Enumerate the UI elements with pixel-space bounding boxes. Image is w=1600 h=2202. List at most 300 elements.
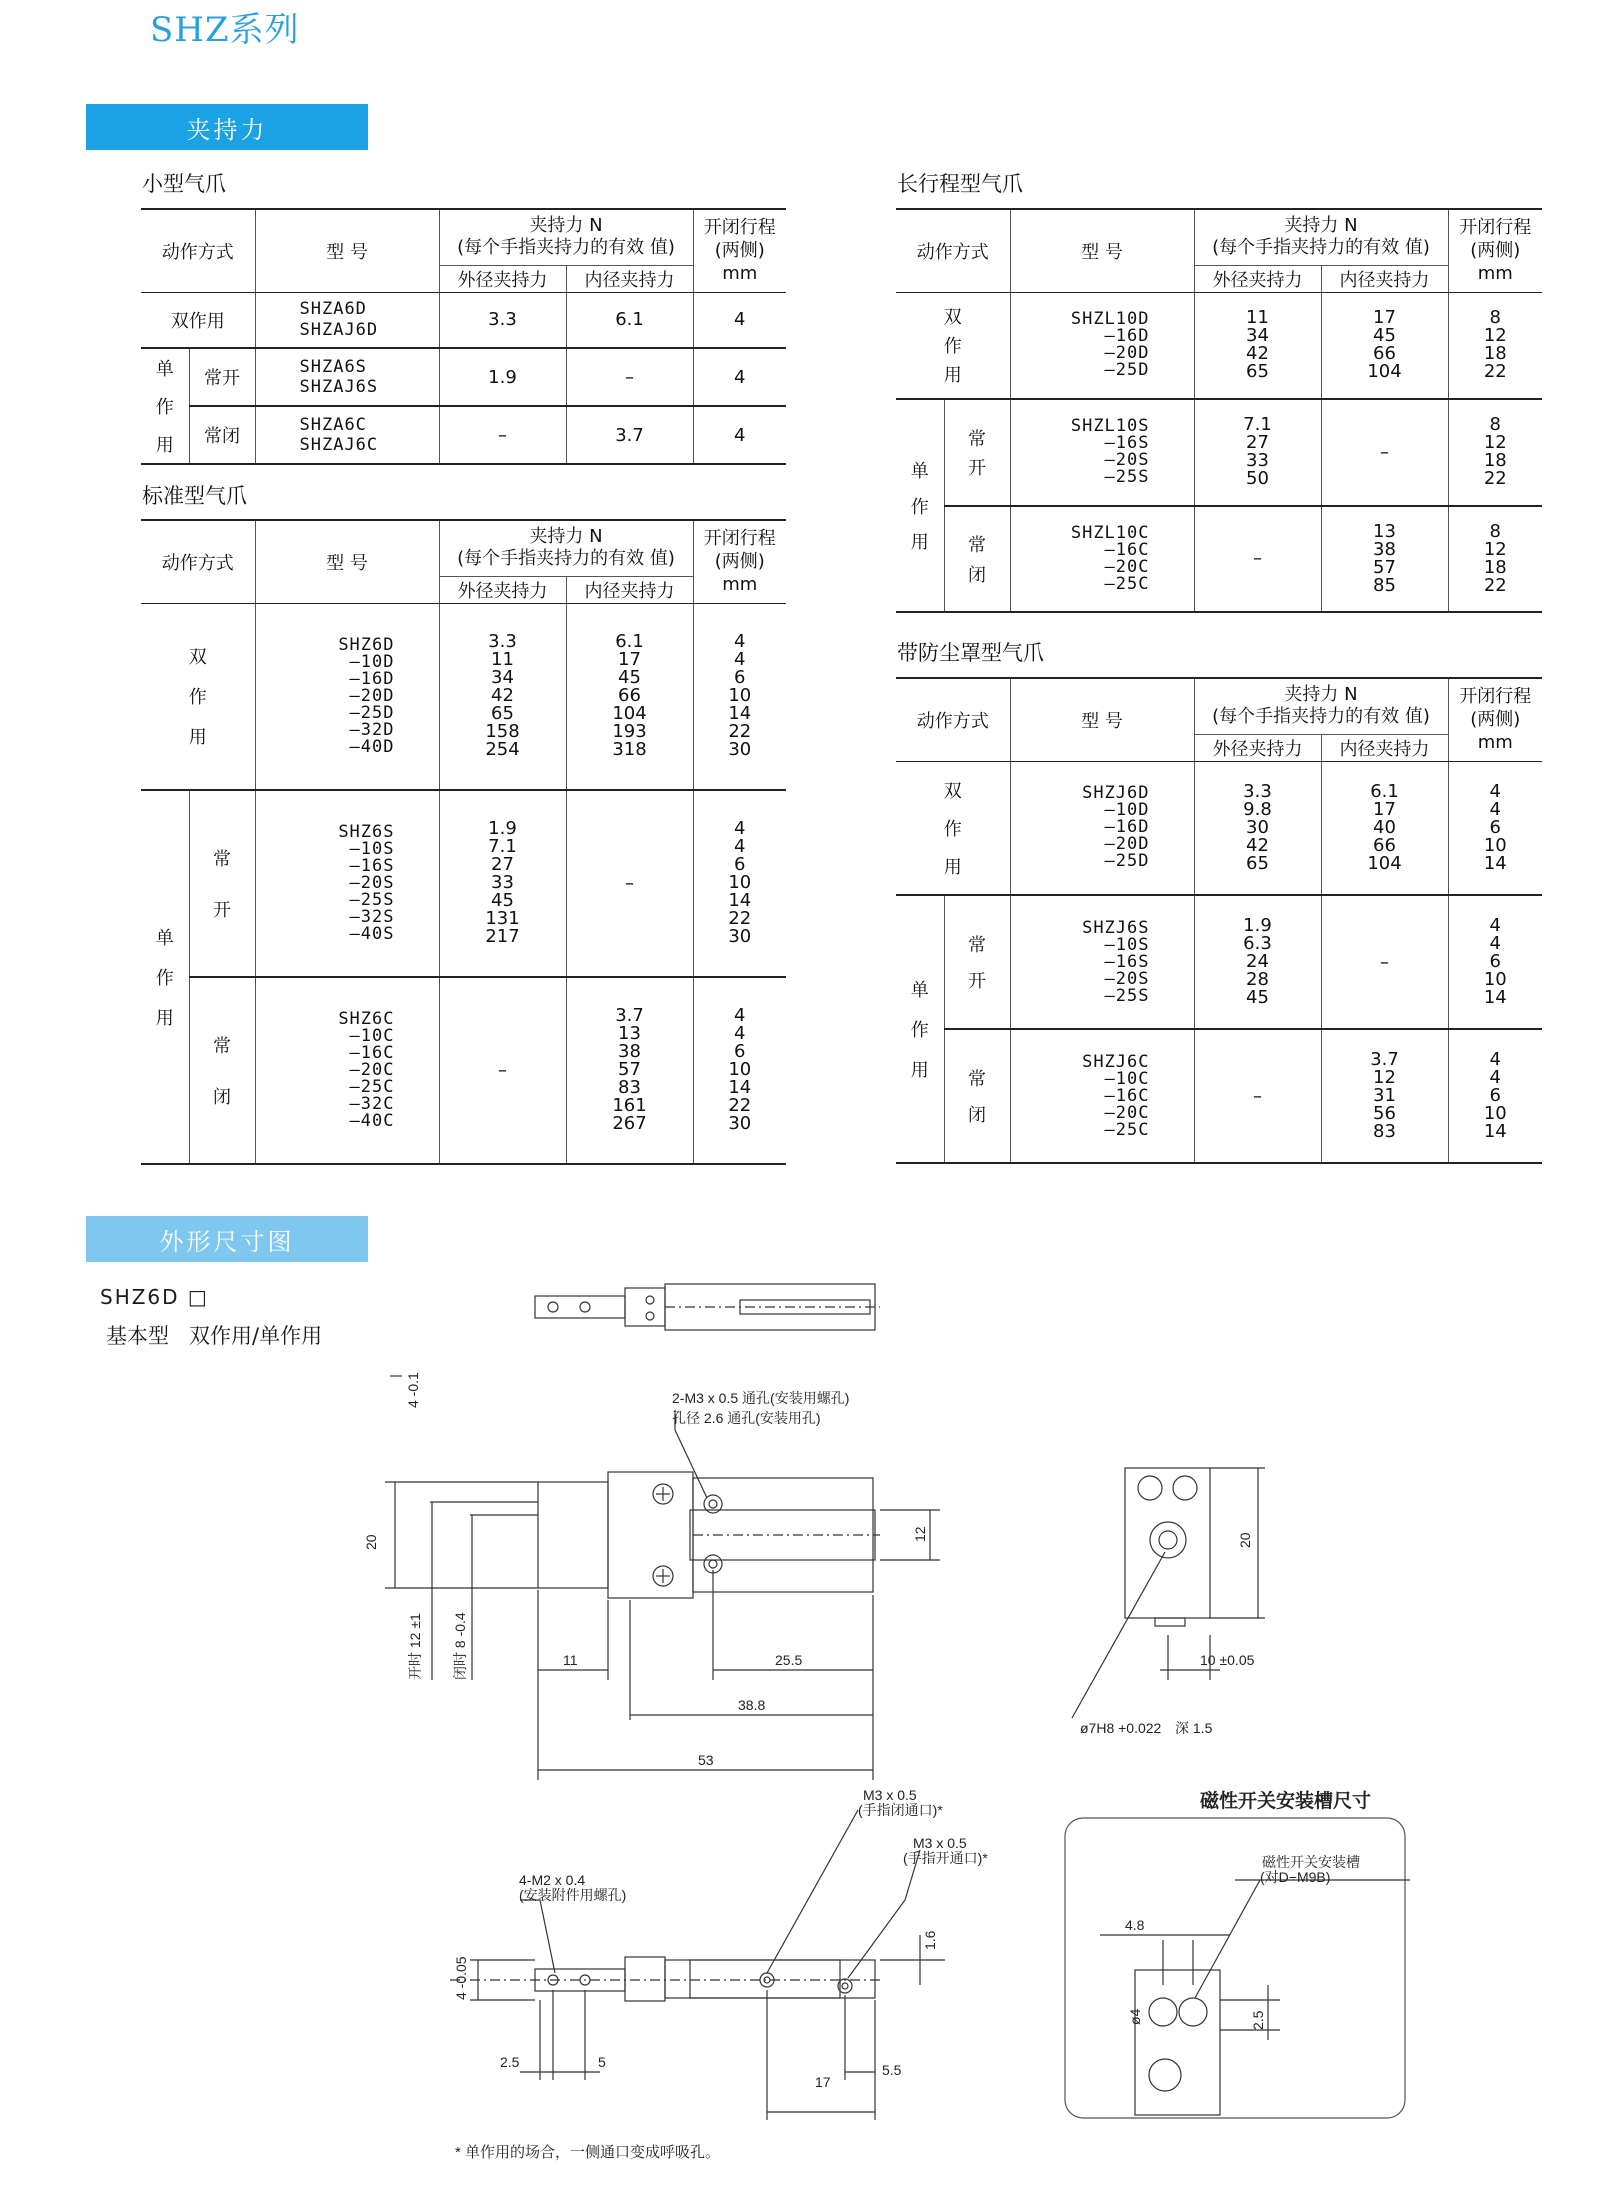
stroke-cell: 4 <box>734 631 746 653</box>
outer-cell: 34 <box>1246 325 1269 347</box>
inner-cell: 17 <box>1373 798 1396 820</box>
outer-cell: 131 <box>485 908 520 930</box>
stroke-cell: 22 <box>1483 361 1507 383</box>
stroke-cell: 8 <box>1489 414 1501 436</box>
models-cell: –25S <box>1104 467 1150 488</box>
action-char: 作 <box>910 1020 929 1041</box>
hdr-force-sub: (每个手指夹持力的有效 值) <box>457 237 675 259</box>
hdr-force-sub: (每个手指夹持力的有效 值) <box>1212 706 1430 728</box>
models-cell: SHZL10S <box>1070 416 1150 437</box>
models-cell: –10S <box>1104 934 1150 955</box>
inner-cell: 3.7 <box>1370 1049 1399 1070</box>
small-outer: 1.9 <box>439 348 566 406</box>
action-char: 作 <box>943 336 962 358</box>
action-char: 双 <box>943 307 962 329</box>
inner-cell: 13 <box>1373 520 1396 542</box>
outer-cell: 42 <box>491 685 514 707</box>
stroke-cell: 12 <box>1483 538 1507 560</box>
dim-17: 17 <box>815 2074 831 2090</box>
action-char: 双 <box>943 780 962 802</box>
outer-cell: 217 <box>485 926 520 948</box>
dim-close-8: 闭时 8 -0.4 <box>452 1612 468 1680</box>
outer-cell: 45 <box>1246 987 1269 1008</box>
inner-cell: 45 <box>1373 325 1396 347</box>
model-cell: –20D <box>1104 834 1150 855</box>
outer-cell: 34 <box>491 667 514 689</box>
model-cell: –40D <box>349 736 395 757</box>
slot-label: 磁性开关安装槽 <box>1262 1854 1360 1870</box>
stroke-cell: 10 <box>728 1059 752 1081</box>
outer-cell: 33 <box>1246 450 1269 472</box>
stroke-cell: 10 <box>1483 834 1507 856</box>
action-char: 用 <box>910 1060 929 1081</box>
models-cell: –10C <box>349 1025 395 1046</box>
series-title: SHZ系列 <box>150 10 300 50</box>
outer-cell: 65 <box>1246 852 1269 874</box>
dim-5-5: 5.5 <box>882 2062 902 2078</box>
hdr-stroke-sides: (两侧) <box>1470 240 1521 262</box>
stroke-cell: 4 <box>734 1023 746 1045</box>
stroke-cell: 14 <box>728 1077 752 1099</box>
dim-depth: 深 1.5 <box>1175 1720 1213 1736</box>
hdr-force-sub: (每个手指夹持力的有效 值) <box>457 548 675 570</box>
slot-label-2: (对D−M9B) <box>1260 1869 1331 1885</box>
small-outer: – <box>439 406 566 464</box>
outer-cell: 27 <box>491 854 514 876</box>
models-cell: –25S <box>349 889 395 910</box>
stroke-cell: 4 <box>1489 798 1501 820</box>
front-view <box>385 1376 940 1780</box>
hdr-model: 型 号 <box>1010 209 1194 292</box>
action-char: 用 <box>155 1007 174 1029</box>
stroke-cell: 6 <box>1489 951 1501 972</box>
standard-table <box>141 519 786 1165</box>
stroke-cell: 4 <box>1489 933 1501 954</box>
inner-cell: 161 <box>612 1095 647 1117</box>
small-table <box>141 208 786 465</box>
dust-table <box>896 677 1542 1164</box>
action-char: 闭 <box>968 1105 986 1127</box>
action-char: 常 <box>968 535 986 557</box>
action-char: 用 <box>943 856 962 878</box>
section-grip-force: 夹持力 <box>86 104 368 150</box>
inner-cell: 38 <box>618 1041 641 1063</box>
stroke-cell: 12 <box>1483 325 1507 347</box>
stroke-cell: 22 <box>1483 468 1507 490</box>
dim-11: 11 <box>563 1652 578 1668</box>
hdr-inner: 内径夹持力 <box>1321 265 1448 292</box>
hdr-stroke: 开闭行程 <box>1459 685 1532 707</box>
inner-cell: 6.1 <box>1370 780 1399 802</box>
action-char: 开 <box>213 900 231 922</box>
stroke-cell: 4 <box>734 1005 746 1027</box>
dim-m2-note: (安装附件用螺孔) <box>519 1887 627 1903</box>
model-cell: –20D <box>349 685 395 706</box>
inner-cell: – <box>1321 895 1448 1029</box>
models-cell: –32S <box>349 906 395 927</box>
stroke-cell: 6 <box>734 854 746 876</box>
small-inner: – <box>566 348 693 406</box>
models-cell: –16S <box>349 855 395 876</box>
models-cell: –10C <box>1104 1068 1150 1089</box>
inner-cell: 66 <box>1373 834 1396 856</box>
outer-cell: 1.9 <box>1243 915 1272 936</box>
inner-cell: 45 <box>618 667 641 689</box>
model-cell: –16D <box>1104 817 1150 838</box>
dim-5: 5 <box>598 2054 606 2070</box>
models-cell: –16S <box>1104 951 1150 972</box>
slot-title: 磁性开关安装槽尺寸 <box>1200 1791 1372 1812</box>
dim-m3-close: M3 x 0.5 <box>863 1787 917 1803</box>
action-char: 常 <box>213 848 231 870</box>
models-cell: –16S <box>1104 433 1150 454</box>
hdr-stroke-unit: mm <box>722 574 758 596</box>
action-char: 单 <box>910 460 929 482</box>
stroke-cell: 6 <box>1489 816 1501 838</box>
action-char: 用 <box>910 532 929 554</box>
stroke-cell: 4 <box>1489 1067 1501 1088</box>
outer-cell: 254 <box>485 739 520 761</box>
dim-2-5: 2.5 <box>500 2054 520 2070</box>
models-cell: SHZJ6S <box>1082 917 1150 938</box>
dim-side-20: 20 <box>1237 1532 1253 1548</box>
stroke-cell: 10 <box>728 872 752 894</box>
hdr-action: 动作方式 <box>141 520 255 603</box>
stroke-cell: 22 <box>1483 574 1507 596</box>
models-cell: –16C <box>1104 1085 1150 1106</box>
inner-cell: 57 <box>1373 556 1396 578</box>
models-cell: –20C <box>349 1059 395 1080</box>
stroke-cell: 18 <box>1483 556 1507 578</box>
bottom-view <box>450 1810 945 2120</box>
models-cell: –25C <box>1104 1119 1150 1140</box>
hdr-inner: 内径夹持力 <box>566 265 693 292</box>
dim-side-10: 10 ±0.05 <box>1200 1652 1255 1668</box>
outer-cell: 6.3 <box>1243 933 1272 954</box>
stroke-cell: 4 <box>1489 1049 1501 1070</box>
models-cell: –20C <box>1104 556 1150 577</box>
small-single-char: 作 <box>155 397 174 418</box>
outer-cell: 11 <box>1246 307 1269 329</box>
small-model: SHZA6C <box>299 414 367 435</box>
dim-m3-close-note: (手指闭通口)* <box>858 1802 943 1818</box>
hdr-stroke-unit: mm <box>1477 263 1513 285</box>
stroke-cell: 8 <box>1489 307 1501 329</box>
inner-cell: 17 <box>618 649 641 671</box>
inner-cell: 56 <box>1373 1103 1396 1124</box>
inner-cell: 318 <box>612 739 647 761</box>
inner-cell: 17 <box>1373 307 1396 329</box>
dim-53: 53 <box>698 1752 714 1768</box>
models-cell: SHZ6S <box>338 821 395 842</box>
model-cell: SHZJ6D <box>1082 783 1150 804</box>
stroke-cell: 14 <box>728 890 752 912</box>
inner-cell: – <box>566 790 693 977</box>
small-title: 小型气爪 <box>142 172 226 196</box>
model-cell: –25D <box>1104 851 1150 872</box>
stroke-cell: 18 <box>1483 450 1507 472</box>
stroke-cell: 4 <box>1489 915 1501 936</box>
hdr-stroke-sides: (两侧) <box>714 551 765 573</box>
outer-cell: 7.1 <box>488 836 517 858</box>
model-cell: –16D <box>1104 326 1150 347</box>
outer-cell: – <box>439 977 566 1164</box>
models-cell: –25C <box>1104 573 1150 594</box>
stroke-cell: 22 <box>728 908 752 930</box>
section-dimensions: 外形尺寸图 <box>86 1216 368 1262</box>
top-view <box>535 1284 880 1330</box>
action-char: 单 <box>910 980 929 1001</box>
stroke-cell: 4 <box>734 818 746 840</box>
stroke-cell: 10 <box>1483 1103 1507 1124</box>
dim-hole2: 孔径 2.6 通孔(安装用孔) <box>672 1410 821 1426</box>
hdr-stroke: 开闭行程 <box>703 216 776 238</box>
dim-25-5: 25.5 <box>775 1652 803 1668</box>
small-model: SHZAJ6C <box>299 435 379 455</box>
inner-cell: 13 <box>618 1023 641 1045</box>
inner-cell: 3.7 <box>615 1005 644 1027</box>
inner-cell: 267 <box>612 1113 647 1135</box>
hdr-stroke-sides: (两侧) <box>714 240 765 262</box>
models-cell: SHZJ6C <box>1082 1051 1150 1072</box>
models-cell: –32C <box>349 1093 395 1114</box>
hdr-action: 动作方式 <box>896 209 1010 292</box>
stroke-cell: 14 <box>1483 1121 1507 1142</box>
stroke-cell: 4 <box>734 836 746 858</box>
standard-title: 标准型气爪 <box>142 484 247 508</box>
model-cell: –25D <box>1104 360 1150 381</box>
small-model: SHZA6S <box>299 356 367 377</box>
models-cell: –25C <box>349 1076 395 1097</box>
outer-cell: 42 <box>1246 343 1269 365</box>
models-cell: –25S <box>1104 985 1150 1006</box>
inner-cell: 85 <box>1373 574 1396 596</box>
small-stroke: 4 <box>693 348 786 406</box>
hdr-inner: 内径夹持力 <box>1321 734 1448 761</box>
hdr-model: 型 号 <box>1010 678 1194 761</box>
small-model: SHZAJ6S <box>299 377 379 397</box>
hdr-stroke: 开闭行程 <box>1459 216 1532 238</box>
inner-cell: 57 <box>618 1059 641 1081</box>
outer-cell: 158 <box>485 721 520 743</box>
small-single-char: 单 <box>155 359 174 380</box>
stroke-cell: 30 <box>728 1113 752 1135</box>
inner-cell: 104 <box>612 703 647 725</box>
stroke-cell: 30 <box>728 739 752 761</box>
models-cell: SHZ6C <box>338 1008 395 1029</box>
slot-phi4: ø4 <box>1127 2008 1143 2025</box>
hdr-force-sub: (每个手指夹持力的有效 值) <box>1212 237 1430 259</box>
long-table <box>896 208 1542 613</box>
inner-cell: – <box>1321 399 1448 506</box>
stroke-cell: 12 <box>1483 432 1507 454</box>
stroke-cell: 4 <box>734 649 746 671</box>
small-inner: 3.7 <box>566 406 693 464</box>
inner-cell: 66 <box>1373 343 1396 365</box>
models-cell: –20S <box>1104 450 1150 471</box>
action-char: 作 <box>910 496 929 518</box>
dim-38-8: 38.8 <box>738 1697 766 1713</box>
slot-2-5: 2.5 <box>1250 2010 1266 2030</box>
dim-12: 12 <box>912 1526 928 1542</box>
action-char: 常 <box>213 1035 231 1057</box>
models-cell: –40C <box>349 1110 395 1131</box>
outer-cell: 24 <box>1246 951 1269 972</box>
small-no: 常开 <box>189 348 255 406</box>
action-char: 作 <box>188 687 207 709</box>
dim-model: SHZ6D □ <box>100 1285 209 1309</box>
stroke-cell: 6 <box>734 1041 746 1063</box>
inner-cell: 193 <box>612 721 647 743</box>
dim-open-12: 开时 12 ±1 <box>407 1613 423 1680</box>
hdr-action: 动作方式 <box>141 209 255 292</box>
model-cell: SHZ6D <box>338 634 395 655</box>
stroke-cell: 14 <box>728 703 752 725</box>
action-char: 常 <box>968 934 986 956</box>
small-model: SHZA6D <box>299 299 367 320</box>
dim-1-6: 1.6 <box>922 1930 938 1950</box>
stroke-cell: 14 <box>1483 852 1507 874</box>
stroke-cell: 10 <box>728 685 752 707</box>
action-char: 用 <box>943 365 962 387</box>
models-cell: –10S <box>349 838 395 859</box>
action-char: 作 <box>943 818 962 840</box>
action-char: 开 <box>968 457 986 479</box>
action-char: 作 <box>155 967 174 989</box>
hdr-stroke-unit: mm <box>722 263 758 285</box>
hdr-model: 型 号 <box>255 520 439 603</box>
dim-hole1: 2-M3 x 0.5 通孔(安装用螺孔) <box>672 1390 850 1406</box>
small-double: 双作用 <box>170 310 225 332</box>
stroke-cell: 22 <box>728 721 752 743</box>
models-cell: –16C <box>349 1042 395 1063</box>
long-title: 长行程型气爪 <box>897 172 1023 196</box>
models-cell: –20S <box>349 872 395 893</box>
outer-cell: 65 <box>1246 361 1269 383</box>
stroke-cell: 10 <box>1483 969 1507 990</box>
model-cell: SHZL10D <box>1070 309 1150 330</box>
model-cell: –32D <box>349 719 395 740</box>
inner-cell: 31 <box>1373 1085 1396 1106</box>
action-char: 常 <box>968 428 986 450</box>
action-char: 双 <box>188 647 207 669</box>
small-model: SHZAJ6D <box>299 319 379 340</box>
dimension-drawing <box>0 1240 1600 2200</box>
outer-cell: 1.9 <box>488 818 517 840</box>
small-single-char: 用 <box>155 435 174 456</box>
small-inner: 6.1 <box>566 292 693 348</box>
hdr-outer: 外径夹持力 <box>1194 734 1321 761</box>
hdr-inner: 内径夹持力 <box>566 576 693 603</box>
slot-4-8: 4.8 <box>1125 1917 1145 1933</box>
hdr-stroke-sides: (两侧) <box>1470 709 1521 731</box>
models-cell: –20S <box>1104 968 1150 989</box>
hdr-stroke-unit: mm <box>1477 732 1513 754</box>
outer-cell: 45 <box>491 890 514 912</box>
dust-title: 带防尘罩型气爪 <box>897 641 1044 665</box>
stroke-cell: 6 <box>734 667 746 689</box>
action-char: 闭 <box>968 564 986 586</box>
action-char: 闭 <box>213 1086 231 1108</box>
inner-cell: 83 <box>618 1077 641 1099</box>
hdr-force: 夹持力 N <box>1284 683 1358 705</box>
model-cell: –20D <box>1104 343 1150 364</box>
hdr-model: 型 号 <box>255 209 439 292</box>
outer-cell: 3.3 <box>488 631 517 653</box>
inner-cell: 83 <box>1373 1121 1396 1142</box>
stroke-cell: 4 <box>1489 780 1501 802</box>
dim-4b: 4 -0.05 <box>453 1956 469 2000</box>
stroke-cell: 22 <box>728 1095 752 1117</box>
dim-phi7: ø7H8 +0.022 <box>1080 1720 1162 1736</box>
outer-cell: 28 <box>1246 969 1269 990</box>
hdr-force: 夹持力 N <box>1284 214 1358 236</box>
stroke-cell: 18 <box>1483 343 1507 365</box>
inner-cell: 66 <box>618 685 641 707</box>
hdr-outer: 外径夹持力 <box>439 576 566 603</box>
model-cell: –10D <box>1104 800 1150 821</box>
models-cell: SHZL10C <box>1070 522 1150 543</box>
models-cell: –16C <box>1104 539 1150 560</box>
dim-20: 20 <box>363 1534 379 1550</box>
outer-cell: 27 <box>1246 432 1269 454</box>
inner-cell: 12 <box>1373 1067 1396 1088</box>
dim-m3-open-note: (手指开通口)* <box>903 1850 988 1866</box>
small-outer: 3.3 <box>439 292 566 348</box>
stroke-cell: 6 <box>1489 1085 1501 1106</box>
small-stroke: 4 <box>693 292 786 348</box>
outer-cell: 50 <box>1246 468 1269 490</box>
models-cell: –40S <box>349 923 395 944</box>
inner-cell: 104 <box>1367 852 1402 874</box>
outer-cell: 33 <box>491 872 514 894</box>
inner-cell: 6.1 <box>615 631 644 653</box>
stroke-cell: 8 <box>1489 520 1501 542</box>
action-char: 单 <box>155 927 174 949</box>
outer-cell: 42 <box>1246 834 1269 856</box>
model-cell: –25D <box>349 702 395 723</box>
side-view <box>1072 1468 1265 1718</box>
small-nc: 常闭 <box>189 406 255 464</box>
outer-cell: 30 <box>1246 816 1269 838</box>
model-cell: –16D <box>349 668 395 689</box>
action-char: 常 <box>968 1068 986 1090</box>
outer-cell: – <box>1194 506 1321 613</box>
outer-cell: 65 <box>491 703 514 725</box>
outer-cell: 7.1 <box>1243 414 1272 436</box>
stroke-cell: 30 <box>728 926 752 948</box>
dim-4: 4 -0.1 <box>405 1372 421 1408</box>
inner-cell: 40 <box>1373 816 1396 838</box>
outer-cell: 3.3 <box>1243 780 1272 802</box>
inner-cell: 38 <box>1373 538 1396 560</box>
hdr-outer: 外径夹持力 <box>439 265 566 292</box>
outer-cell: 11 <box>491 649 514 671</box>
hdr-outer: 外径夹持力 <box>1194 265 1321 292</box>
inner-cell: 104 <box>1367 361 1402 383</box>
dim-description: 基本型 双作用/单作用 <box>106 1324 323 1348</box>
action-char: 用 <box>188 727 207 749</box>
hdr-force: 夹持力 N <box>529 214 603 236</box>
small-stroke: 4 <box>693 406 786 464</box>
hdr-action: 动作方式 <box>896 678 1010 761</box>
stroke-cell: 14 <box>1483 987 1507 1008</box>
outer-cell: – <box>1194 1029 1321 1163</box>
action-char: 开 <box>968 971 986 993</box>
dim-note: * 单作用的场合，一侧通口变成呼吸孔。 <box>455 2144 721 2161</box>
model-cell: –10D <box>349 651 395 672</box>
outer-cell: 9.8 <box>1243 798 1272 820</box>
